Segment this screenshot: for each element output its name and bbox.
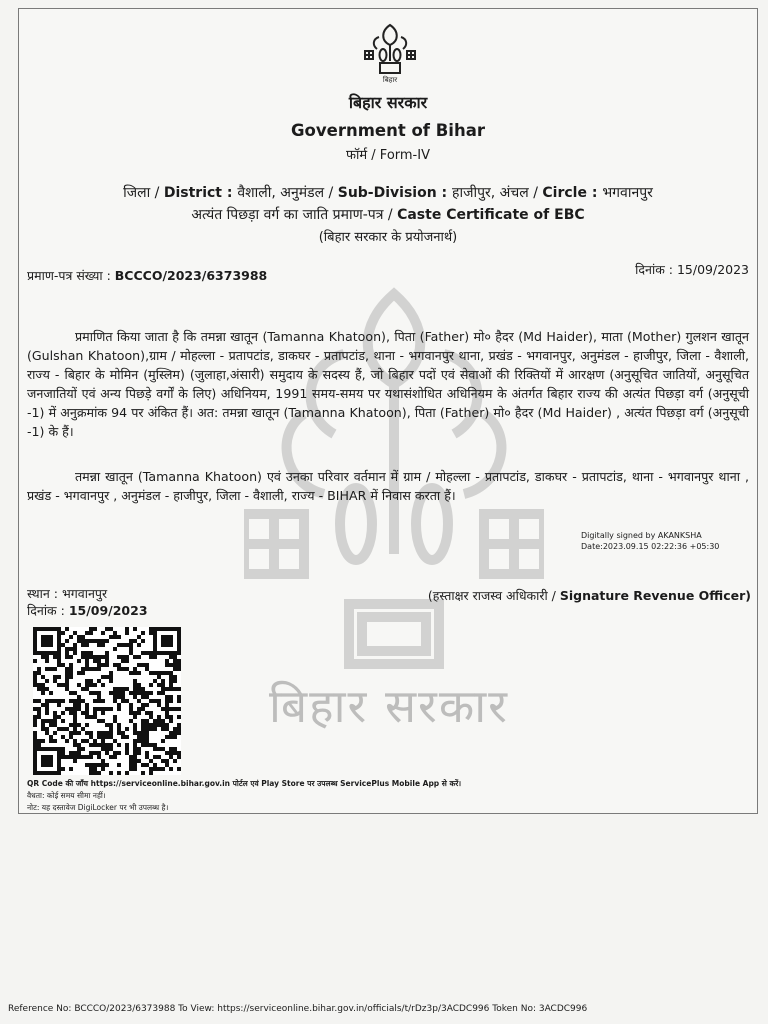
validity-note: वैधता: कोई समय सीमा नहीं। xyxy=(27,791,106,800)
place-date-line xyxy=(27,602,148,619)
purpose-text: (बिहार सरकार के प्रयोजनार्थ) xyxy=(318,230,458,245)
title-hindi: बिहार सरकार xyxy=(348,93,428,112)
signature-hindi: (हस्ताक्षर राजस्व अधिकारी / xyxy=(427,588,560,603)
body-paragraph-1: प्रमाणित किया जाता है कि तमन्ना खातून (Tamanna Khatoon), पिता (Father) मो० हैदर (Md Haider), माता (Mother) गुलशन खातून (Gulshan Khatoon),ग्राम / मोहल्ला - प्रतापटांड, डाकघर - प्रतापटांड, थाना - भगवानपुर थाना, प्रखंड - भगवानपुर, अनुमंडल - हाजीपुर, जिला - वैशाली, राज्य - बिहार के मोमिन (मुस्लिम) (जुलाहा,अंसारी) समुदाय के सदस्य हैं, जो बिहार पदों एवं सेवाओं की रिक्तियों में आरक्षण (अनुसूचित जातियों, अनुसूचित जनजातियों एवं अन्य पिछड़े वर्गों के लिए) अधिनियम, 1991 समय-समय पर यथासंशोधित अधिनियम के अंतर्गत बिहार राज्य की अत्यंत पिछड़ा वर्ग (अनुसूची -1) में अनुक्रमांक 94 पर अंकित हैं। अत: तमन्ना खातून (Tamanna Khatoon), पिता (Father) मो० हैदर (Md Haider) , अत्यंत पिछड़ा वर्ग (अनुसूची -1) के हैं। xyxy=(27,329,749,439)
issue-date-label: दिनांक : xyxy=(635,262,677,277)
place-line xyxy=(27,585,107,602)
footer-reference: Reference No: BCCCO/2023/6373988 To View: https://serviceonline.bihar.gov.in/officials/t/rDz3p/3ACDC996 Token No: 3ACDC996 xyxy=(8,1004,588,1014)
circle-label: Circle : xyxy=(542,185,603,201)
place-date-label: दिनांक : xyxy=(27,603,69,618)
subdivision-label: Sub-Division : xyxy=(337,185,453,201)
qr-code-icon xyxy=(33,627,181,775)
bihar-emblem-icon xyxy=(359,19,421,85)
district-value: वैशाली, अनुमंडल / xyxy=(237,185,338,201)
cert-title-hindi: अत्यंत पिछड़ा वर्ग का जाति प्रमाण-पत्र / xyxy=(191,207,398,223)
body-paragraph-2: तमन्ना खातून (Tamanna Khatoon) एवं उनका परिवार वर्तमान में ग्राम / मोहल्ला - प्रतापटांड, डाकघर - प्रतापटांड, थाना - भगवानपुर थाना , प्रखंड - भगवानपुर , अनुमंडल - हाजीपुर, जिला - वैशाली, राज्य - BIHAR में निवास करता हैं। xyxy=(27,469,749,503)
place-date-value: 15/09/2023 xyxy=(68,603,148,618)
certificate-title xyxy=(19,205,757,224)
place-label: स्थान : xyxy=(27,586,62,601)
certificate xyxy=(18,8,758,814)
subdivision-value: हाजीपुर, अंचल / xyxy=(452,185,543,201)
title-english: Government of Bihar xyxy=(291,121,485,140)
digilocker-note: नोट: यह दस्तावेज DigiLocker पर भी उपलब्ध है। xyxy=(27,803,169,812)
district-label: District : xyxy=(163,185,238,201)
signature-caption xyxy=(428,587,751,604)
signature-english: Signature Revenue Officer) xyxy=(559,588,751,603)
district-line xyxy=(19,183,757,202)
issue-date xyxy=(635,261,749,278)
emblem-label: बिहार xyxy=(382,76,398,84)
form-number: फॉर्म / Form-IV xyxy=(346,148,430,163)
certificate-number xyxy=(27,267,267,284)
issue-date-value: 15/09/2023 xyxy=(676,262,749,277)
cert-no-value: BCCCO/2023/6373988 xyxy=(114,268,268,283)
cert-no-label: प्रमाण-पत्र संख्या : xyxy=(27,268,115,283)
qr-verification-note: QR Code की जाँच https://serviceonline.bihar.gov.in पोर्टल एवं Play Store पर उपलब्ध ServicePlus Mobile App से करें। xyxy=(27,779,462,788)
circle-value: भगवानपुर xyxy=(602,185,653,201)
place-value: भगवानपुर xyxy=(61,586,108,601)
digital-signature-line-1: Digitally signed by AKANKSHA xyxy=(581,531,702,540)
digital-signature-line-2: Date:2023.09.15 02:22:36 +05:30 xyxy=(581,542,720,551)
cert-title-english: Caste Certificate of EBC xyxy=(397,207,585,223)
district-prefix: जिला / xyxy=(123,185,164,201)
watermark-text: बिहार सरकार xyxy=(269,679,509,733)
